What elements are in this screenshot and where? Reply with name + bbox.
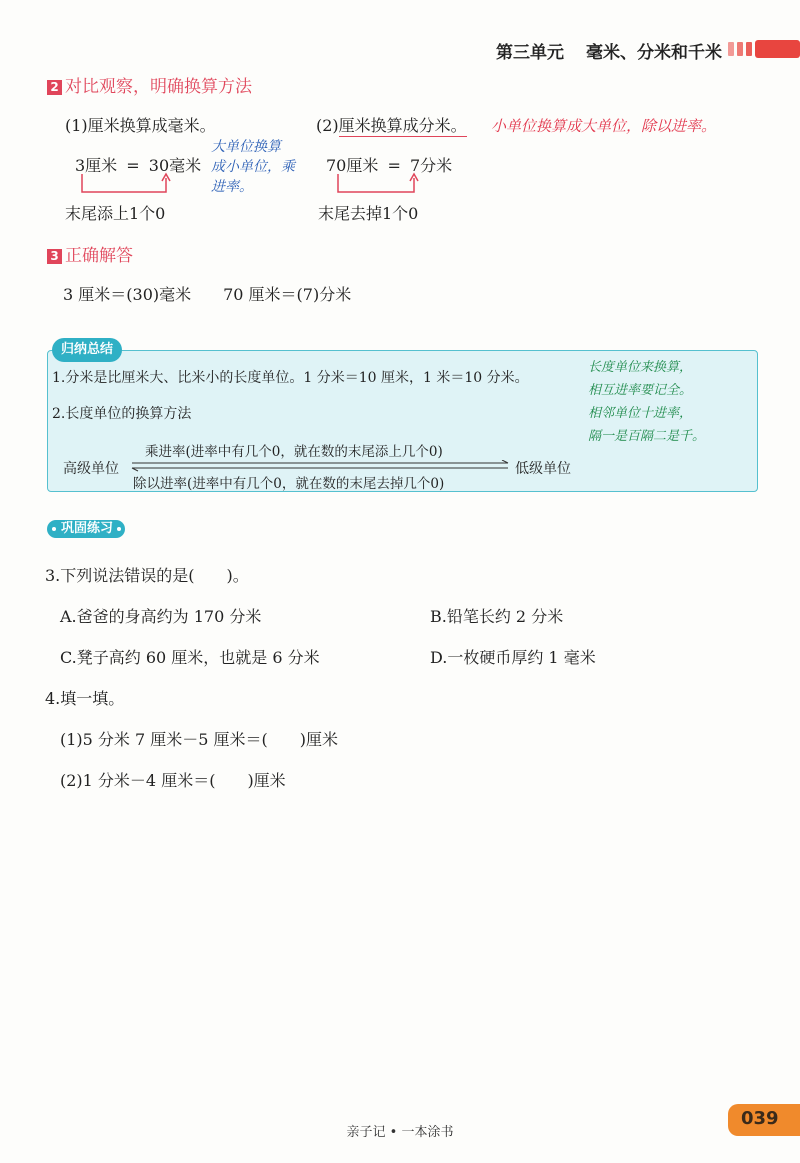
question-3-option-d: D.一枚硬币厚约 1 毫米 bbox=[430, 648, 596, 667]
green-line-3: 相邻单位十进率， bbox=[588, 406, 693, 421]
green-line-1: 长度单位来换算， bbox=[588, 360, 693, 375]
part2-arrow bbox=[330, 172, 430, 196]
section-3-heading bbox=[47, 241, 133, 266]
part2-text: 厘米换算成分米。 bbox=[338, 116, 467, 135]
low-unit-label: 低级单位 bbox=[515, 461, 571, 477]
high-unit-label: 高级单位 bbox=[63, 461, 119, 477]
header-stripe-decoration bbox=[728, 38, 800, 60]
rule-multiply: 乘进率(进率中有几个0，就在数的末尾添上几个0) bbox=[145, 444, 443, 460]
part1-note: 末尾添上1个0 bbox=[65, 204, 166, 223]
question-3-option-a: A.爸爸的身高约为 170 分米 bbox=[60, 607, 262, 626]
question-4-item-1: (1)5 分米 7 厘米－5 厘米＝( )厘米 bbox=[60, 730, 339, 749]
section-3-answer: 3 厘米＝(30)毫米 70 厘米＝(7)分米 bbox=[63, 285, 352, 304]
rule-divide: 除以进率(进率中有几个0，就在数的末尾去掉几个0) bbox=[133, 476, 445, 492]
section-3-badge: 3 bbox=[47, 249, 62, 264]
part1-eq: = bbox=[126, 156, 140, 175]
summary-line-1: 1.分米是比厘米大、比米小的长度单位。1 分米＝10 厘米，1 米＝10 分米。 bbox=[52, 370, 529, 386]
section-2-heading bbox=[47, 72, 252, 97]
part2-label bbox=[316, 113, 467, 136]
handwriting-red-note: 小单位换算成大单位，除以进率。 bbox=[491, 117, 717, 135]
unit-header bbox=[496, 38, 722, 63]
part1-label: (1)厘米换算成毫米。 bbox=[65, 116, 216, 135]
part2-note: 末尾去掉1个0 bbox=[318, 204, 419, 223]
page-number: 039 bbox=[741, 1108, 779, 1129]
part1-arrow bbox=[76, 172, 176, 196]
handwriting-blue-note bbox=[211, 137, 295, 197]
practice-badge: 巩固练习 bbox=[47, 520, 125, 538]
green-line-2: 相互进率要记全。 bbox=[588, 383, 693, 398]
part1-left: 3厘米 bbox=[75, 156, 118, 175]
question-4-item-2: (2)1 分米－4 厘米＝( )厘米 bbox=[60, 771, 286, 790]
section-2-title: 对比观察，明确换算方法 bbox=[65, 77, 252, 97]
question-3-option-b: B.铅笔长约 2 分米 bbox=[430, 607, 564, 626]
part2-eq: = bbox=[387, 156, 401, 175]
summary-badge: 归纳总结 bbox=[52, 338, 122, 362]
part1-right: 30毫米 bbox=[148, 156, 202, 175]
question-3-option-c: C.凳子高约 60 厘米，也就是 6 分米 bbox=[60, 648, 320, 667]
summary-line-2: 2.长度单位的换算方法 bbox=[52, 406, 192, 422]
unit-label: 第三单元 bbox=[496, 43, 564, 63]
part2-left: 70厘米 bbox=[326, 156, 379, 175]
section-3-title: 正确解答 bbox=[65, 246, 133, 266]
blue-line-3: 进率。 bbox=[211, 179, 253, 195]
question-4-stem: 4.填一填。 bbox=[45, 689, 125, 708]
part2-prefix: (2) bbox=[316, 116, 339, 135]
blue-line-2: 成小单位，乘 bbox=[211, 159, 295, 175]
part2-right: 7分米 bbox=[409, 156, 453, 175]
handwriting-green-note bbox=[588, 356, 705, 448]
footer-brand: 亲子记 • 一本涂书 bbox=[346, 1125, 454, 1140]
blue-line-1: 大单位换算 bbox=[211, 139, 281, 155]
green-line-4: 隔一是百隔二是千。 bbox=[588, 429, 706, 444]
question-3-stem: 3.下列说法错误的是( )。 bbox=[45, 566, 249, 585]
conversion-double-arrow bbox=[128, 460, 512, 472]
section-2-badge: 2 bbox=[47, 80, 62, 95]
unit-topic: 毫米、分米和千米 bbox=[586, 43, 722, 63]
